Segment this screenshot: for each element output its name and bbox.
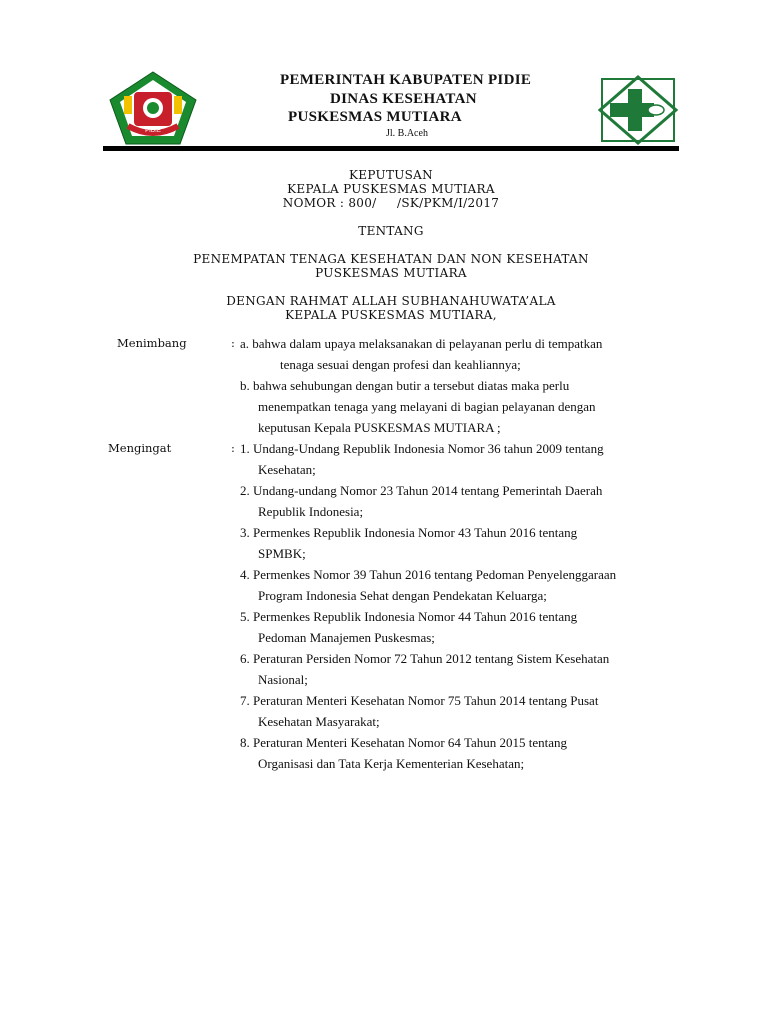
item-text: Undang-Undang Republik Indonesia Nomor 36 tahun 2009 tentang xyxy=(253,441,604,456)
mengingat-label: Mengingat xyxy=(108,441,172,455)
menimbang-item-b xyxy=(240,375,680,438)
item-text: Peraturan Persiden Nomor 72 Tahun 2012 tentang Sistem Kesehatan xyxy=(253,651,610,666)
item-text: bahwa sehubungan dengan butir a tersebut diatas maka perlu xyxy=(253,378,570,393)
tentang-label: TENTANG xyxy=(358,224,424,238)
item-text-cont: tenaga sesuai dengan profesi dan keahliannya; xyxy=(280,357,521,372)
item-text: Permenkes Nomor 39 Tahun 2016 tentang Pedoman Penyelenggaraan xyxy=(253,567,617,582)
mengingat-item-1 xyxy=(240,438,680,480)
mengingat-item-2 xyxy=(240,480,680,522)
item-text-cont: Republik Indonesia; xyxy=(258,504,364,519)
menimbang-item-a xyxy=(240,333,680,375)
item-text-cont: Organisasi dan Tata Kerja Kementerian Kesehatan; xyxy=(258,756,525,771)
decree-subject xyxy=(103,252,679,280)
item-marker: b. xyxy=(240,378,250,393)
item-marker: 8. xyxy=(240,735,250,750)
item-marker: 1. xyxy=(240,441,250,456)
item-text-cont: SPMBK; xyxy=(258,546,306,561)
header-address: Jl. B.Aceh xyxy=(386,128,428,139)
decree-heading xyxy=(103,168,679,210)
subject-line-1: PENEMPATAN TENAGA KESEHATAN DAN NON KESEHATAN xyxy=(193,252,589,266)
header-agency: DINAS KESEHATAN xyxy=(330,91,477,107)
item-text: Permenkes Republik Indonesia Nomor 43 Tahun 2016 tentang xyxy=(253,525,578,540)
menimbang-colon: : xyxy=(231,336,235,350)
item-text: bahwa dalam upaya melaksanakan di pelayanan perlu di tempatkan xyxy=(252,336,603,351)
item-text-cont: Program Indonesia Sehat dengan Pendekatan Keluarga; xyxy=(258,588,547,603)
item-marker: 2. xyxy=(240,483,250,498)
mengingat-colon: : xyxy=(231,441,235,455)
item-text: Undang-undang Nomor 23 Tahun 2014 tentang Pemerintah Daerah xyxy=(253,483,603,498)
item-text-cont: Nasional; xyxy=(258,672,308,687)
rahmat-line-1: DENGAN RAHMAT ALLAH SUBHANAHUWATA’ALA xyxy=(226,294,556,308)
subject-line-2: PUSKESMAS MUTIARA xyxy=(315,266,467,280)
item-marker: 5. xyxy=(240,609,250,624)
mengingat-item-4 xyxy=(240,564,680,606)
mengingat-item-6 xyxy=(240,648,680,690)
item-text-cont: menempatkan tenaga yang melayani di bagian pelayanan dengan xyxy=(258,399,596,414)
mengingat-item-7 xyxy=(240,690,680,732)
item-text: Peraturan Menteri Kesehatan Nomor 64 Tahun 2015 tentang xyxy=(253,735,568,750)
mengingat-item-3 xyxy=(240,522,680,564)
rahmat-line-2: KEPALA PUSKESMAS MUTIARA, xyxy=(285,308,497,322)
item-marker: 3. xyxy=(240,525,250,540)
item-text-cont: Kesehatan; xyxy=(258,462,316,477)
item-marker: 7. xyxy=(240,693,250,708)
item-marker: 4. xyxy=(240,567,250,582)
item-text-cont: Kesehatan Masyarakat; xyxy=(258,714,380,729)
health-cross-logo xyxy=(598,75,678,145)
item-marker: a. xyxy=(240,336,250,351)
mengingat-item-8 xyxy=(240,732,680,774)
decree-number: NOMOR : 800/ /SK/PKM/I/2017 xyxy=(282,196,500,210)
menimbang-label: Menimbang xyxy=(117,336,187,350)
decree-label: KEPUTUSAN xyxy=(349,168,433,182)
item-text: Peraturan Menteri Kesehatan Nomor 75 Tahun 2014 tentang Pusat xyxy=(253,693,599,708)
decree-issuer: KEPALA PUSKESMAS MUTIARA xyxy=(287,182,495,196)
item-text-cont: keputusan Kepala PUSKESMAS MUTIARA ; xyxy=(258,420,501,435)
header-government: PEMERINTAH KABUPATEN PIDIE xyxy=(280,72,532,88)
item-text-cont: Pedoman Manajemen Puskesmas; xyxy=(258,630,435,645)
item-text: Permenkes Republik Indonesia Nomor 44 Tahun 2016 tentang xyxy=(253,609,578,624)
mengingat-item-5 xyxy=(240,606,680,648)
item-marker: 6. xyxy=(240,651,250,666)
header-puskesmas: PUSKESMAS MUTIARA xyxy=(288,109,462,125)
pidie-emblem-logo xyxy=(108,70,198,146)
letterhead-divider xyxy=(103,146,679,151)
emblem-text: PIDIE xyxy=(145,128,161,134)
rahmat-block xyxy=(103,294,679,322)
